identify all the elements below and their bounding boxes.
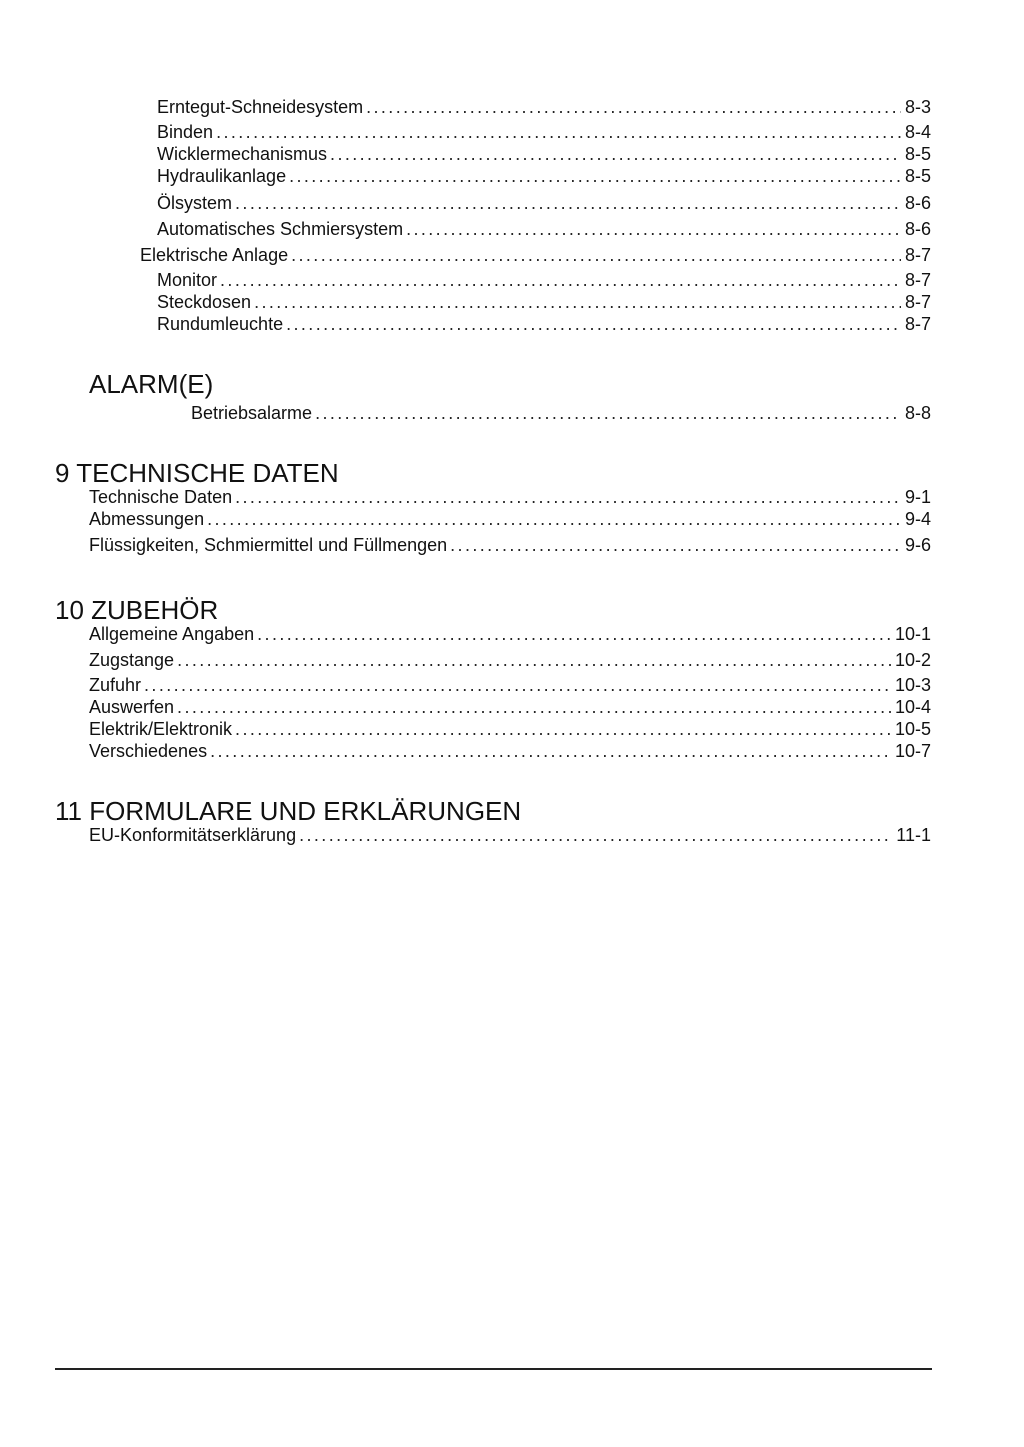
- toc-leader-dots: [177, 649, 891, 671]
- toc-entry-title: Ölsystem: [157, 193, 233, 213]
- toc-entry[interactable]: [157, 165, 931, 187]
- toc-leader-dots: [315, 402, 901, 424]
- toc-entry-page: 10-7: [894, 741, 931, 761]
- toc-entry[interactable]: [157, 218, 931, 240]
- toc-leader-dots: [366, 96, 901, 118]
- toc-entry-title: Elektrische Anlage: [140, 245, 289, 265]
- toc-entry-page: 8-8: [904, 403, 931, 423]
- footer-rule: [55, 1368, 932, 1370]
- toc-leader-dots: [216, 121, 901, 143]
- toc-entry-title: Erntegut-Schneidesystem: [157, 97, 364, 117]
- toc-entry-title: Zugstange: [89, 650, 175, 670]
- toc-entry-title: Rundumleuchte: [157, 314, 284, 334]
- toc-entry[interactable]: [157, 269, 931, 291]
- toc-entry-title: Monitor: [157, 270, 218, 290]
- toc-entry-title: Betriebsalarme: [191, 403, 313, 423]
- toc-leader-dots: [210, 740, 891, 762]
- toc-entry-page: 8-3: [904, 97, 931, 117]
- toc-entry[interactable]: [157, 143, 931, 165]
- toc-entry-page: 8-4: [904, 122, 931, 142]
- toc-entry[interactable]: [89, 508, 931, 530]
- toc-entry-title: Auswerfen: [89, 697, 175, 717]
- toc-leader-dots: [235, 486, 901, 508]
- toc-entry-title: Verschiedenes: [89, 741, 208, 761]
- toc-entry[interactable]: [89, 623, 931, 645]
- toc-entry-title: Automatisches Schmiersystem: [157, 219, 404, 239]
- toc-entry-page: 9-4: [904, 509, 931, 529]
- toc-entry-title: Abmessungen: [89, 509, 205, 529]
- toc-leader-dots: [289, 165, 901, 187]
- chapter-heading-11[interactable]: 11 FORMULARE UND ERKLÄRUNGEN: [55, 796, 522, 826]
- toc-entry-page: 8-7: [904, 270, 931, 290]
- toc-entry-title: Elektrik/Elektronik: [89, 719, 233, 739]
- toc-entry[interactable]: [89, 740, 931, 762]
- toc-leader-dots: [330, 143, 901, 165]
- toc-entry-page: 9-6: [904, 535, 931, 555]
- toc-entry[interactable]: [89, 534, 931, 556]
- toc-entry[interactable]: [89, 718, 931, 740]
- toc-leader-dots: [220, 269, 901, 291]
- toc-entry[interactable]: [157, 96, 931, 118]
- toc-entry[interactable]: [89, 486, 931, 508]
- toc-leader-dots: [450, 534, 901, 556]
- toc-entry-page: 10-4: [894, 697, 931, 717]
- toc-leader-dots: [235, 192, 901, 214]
- toc-entry[interactable]: [157, 192, 931, 214]
- toc-entry-title: Binden: [157, 122, 214, 142]
- toc-entry-page: 8-6: [904, 219, 931, 239]
- toc-entry-page: 8-7: [904, 245, 931, 265]
- toc-leader-dots: [207, 508, 901, 530]
- toc-entry[interactable]: [89, 649, 931, 671]
- section-heading-alarm[interactable]: ALARM(E): [89, 369, 214, 399]
- toc-entry[interactable]: [157, 313, 931, 335]
- toc-entry-title: Flüssigkeiten, Schmiermittel und Füllmengen: [89, 535, 448, 555]
- toc-entry-page: 10-3: [894, 675, 931, 695]
- toc-entry[interactable]: [89, 696, 931, 718]
- toc-entry[interactable]: [191, 402, 931, 424]
- toc-entry-page: 10-2: [894, 650, 931, 670]
- toc-entry[interactable]: [157, 121, 931, 143]
- toc-entry-title: Wicklermechanismus: [157, 144, 328, 164]
- toc-entry-title: Technische Daten: [89, 487, 233, 507]
- toc-leader-dots: [177, 696, 891, 718]
- toc-entry[interactable]: [157, 291, 931, 313]
- toc-entry-page: 8-5: [904, 166, 931, 186]
- toc-entry-page: 10-1: [894, 624, 931, 644]
- toc-entry-page: 8-5: [904, 144, 931, 164]
- toc-entry-page: 11-1: [896, 825, 931, 845]
- toc-entry-title: Hydraulikanlage: [157, 166, 287, 186]
- toc-entry[interactable]: [89, 824, 931, 846]
- toc-entry-page: 9-1: [904, 487, 931, 507]
- toc-leader-dots: [254, 291, 901, 313]
- chapter-heading-9[interactable]: 9 TECHNISCHE DATEN: [55, 458, 339, 488]
- toc-leader-dots: [299, 824, 892, 846]
- toc-entry[interactable]: [89, 674, 931, 696]
- toc-leader-dots: [291, 244, 901, 266]
- toc-entry[interactable]: [140, 244, 931, 266]
- toc-leader-dots: [257, 623, 891, 645]
- toc-leader-dots: [406, 218, 901, 240]
- toc-leader-dots: [144, 674, 891, 696]
- toc-leader-dots: [235, 718, 891, 740]
- toc-entry-title: Zufuhr: [89, 675, 142, 695]
- toc-entry-title: Allgemeine Angaben: [89, 624, 255, 644]
- toc-entry-page: 8-7: [904, 292, 931, 312]
- toc-entry-title: Steckdosen: [157, 292, 252, 312]
- toc-entry-page: 8-7: [904, 314, 931, 334]
- chapter-heading-10[interactable]: 10 ZUBEHÖR: [55, 595, 219, 625]
- toc-leader-dots: [286, 313, 901, 335]
- toc-entry-title: EU-Konformitätserklärung: [89, 825, 297, 845]
- toc-entry-page: 8-6: [904, 193, 931, 213]
- toc-entry-page: 10-5: [894, 719, 931, 739]
